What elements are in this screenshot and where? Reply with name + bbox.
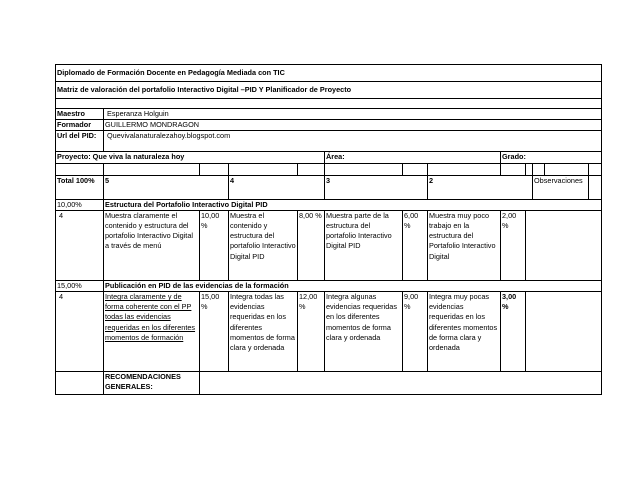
empty-cell — [501, 163, 526, 175]
empty-cell — [403, 163, 428, 175]
empty-cell — [533, 163, 545, 175]
observations-header: Observaciones — [533, 175, 589, 199]
section1-percent-4: 8,00 % — [298, 210, 325, 280]
rubric-table — [55, 64, 602, 395]
scale-5-header: 5 — [104, 175, 229, 199]
section1-criterion-3: Muestra parte de la estructura del portafolio Interactivo Digital PID — [325, 210, 403, 280]
empty-cell — [589, 175, 602, 199]
url-label: Url del PID: — [56, 131, 104, 152]
empty-cell — [200, 163, 229, 175]
section1-score: 4 — [56, 210, 104, 280]
spacer-row — [56, 99, 602, 109]
section2-percent-3: 9,00 % — [403, 292, 428, 372]
section1-weight: 10,00% — [56, 199, 104, 210]
section1-title: Estructura del Portafolio Interactivo Digital PID — [104, 199, 602, 210]
project-name: Proyecto: Que viva la naturaleza hoy — [56, 152, 325, 163]
empty-cell — [229, 163, 298, 175]
section2-score: 4 — [56, 292, 104, 372]
recommendations-value — [200, 372, 602, 395]
section1-percent-2: 2,00 % — [501, 210, 526, 280]
section2-criterion-4: Integra todas las evidencias requeridas en los diferentes momentos de forma clara y ordenada — [229, 292, 298, 372]
maestro-label: Maestro — [56, 109, 104, 120]
scale-2-header: 2 — [428, 175, 533, 199]
section2-percent-4: 12,00 % — [298, 292, 325, 372]
section1-percent-3: 6,00 % — [403, 210, 428, 280]
empty-cell — [325, 163, 403, 175]
empty-cell — [56, 372, 104, 395]
section1-criterion-5: Muestra claramente el contenido y estructura del portafolio Interactivo Digital a través de menú — [104, 210, 200, 280]
section2-percent-5: 15,00 % — [200, 292, 229, 372]
rubric-document — [55, 64, 601, 395]
diploma-title: Diplomado de Formación Docente en Pedagogía Mediada con TIC — [56, 65, 602, 82]
formador-label: Formador — [56, 120, 104, 131]
empty-cell — [526, 163, 533, 175]
matrix-title: Matriz de valoración del portafolio Interactivo Digital –PID Y Planificador de Proyecto — [56, 82, 602, 99]
section1-percent-5: 10,00 % — [200, 210, 229, 280]
scale-3-header: 3 — [325, 175, 428, 199]
empty-cell — [104, 163, 200, 175]
section2-criterion-5: Integra claramente y de forma coherente con el PP todas las evidencias requeridas en los diferentes momentos de formación — [104, 292, 200, 372]
section2-criterion-2: Integra muy pocas evidencias requeridas en los diferentes momentos de forma clara y ordenada — [428, 292, 501, 372]
empty-cell — [298, 163, 325, 175]
section2-percent-2: 3,00 % — [501, 292, 526, 372]
recommendations-label: RECOMENDACIONES GENERALES: — [104, 372, 200, 395]
empty-cell — [56, 163, 104, 175]
section1-observations — [526, 210, 602, 280]
section1-criterion-4: Muestra el contenido y estructura del portafolio Interactivo Digital PID — [229, 210, 298, 280]
empty-cell — [545, 163, 589, 175]
section2-criterion-3: Integra algunas evidencias requeridas en los diferentes momentos de forma clara y ordenada — [325, 292, 403, 372]
section1-criterion-2: Muestra muy poco trabajo en la estructura del Portafolio Interactivo Digital — [428, 210, 501, 280]
url-value: Quevivalanaturalezahoy.blogspot.com — [104, 131, 602, 152]
section2-title: Publicación en PID de las evidencias de la formación — [104, 280, 602, 291]
grado-label: Grado: — [501, 152, 602, 163]
section2-observations — [526, 292, 602, 372]
empty-cell — [428, 163, 501, 175]
scale-4-header: 4 — [229, 175, 325, 199]
total-header: Total 100% — [56, 175, 104, 199]
section2-weight: 15,00% — [56, 280, 104, 291]
formador-value: GUILLERMO MONDRAGON — [104, 120, 602, 131]
area-label: Área: — [325, 152, 501, 163]
empty-cell — [589, 163, 602, 175]
maestro-value: Esperanza Holguin — [104, 109, 602, 120]
